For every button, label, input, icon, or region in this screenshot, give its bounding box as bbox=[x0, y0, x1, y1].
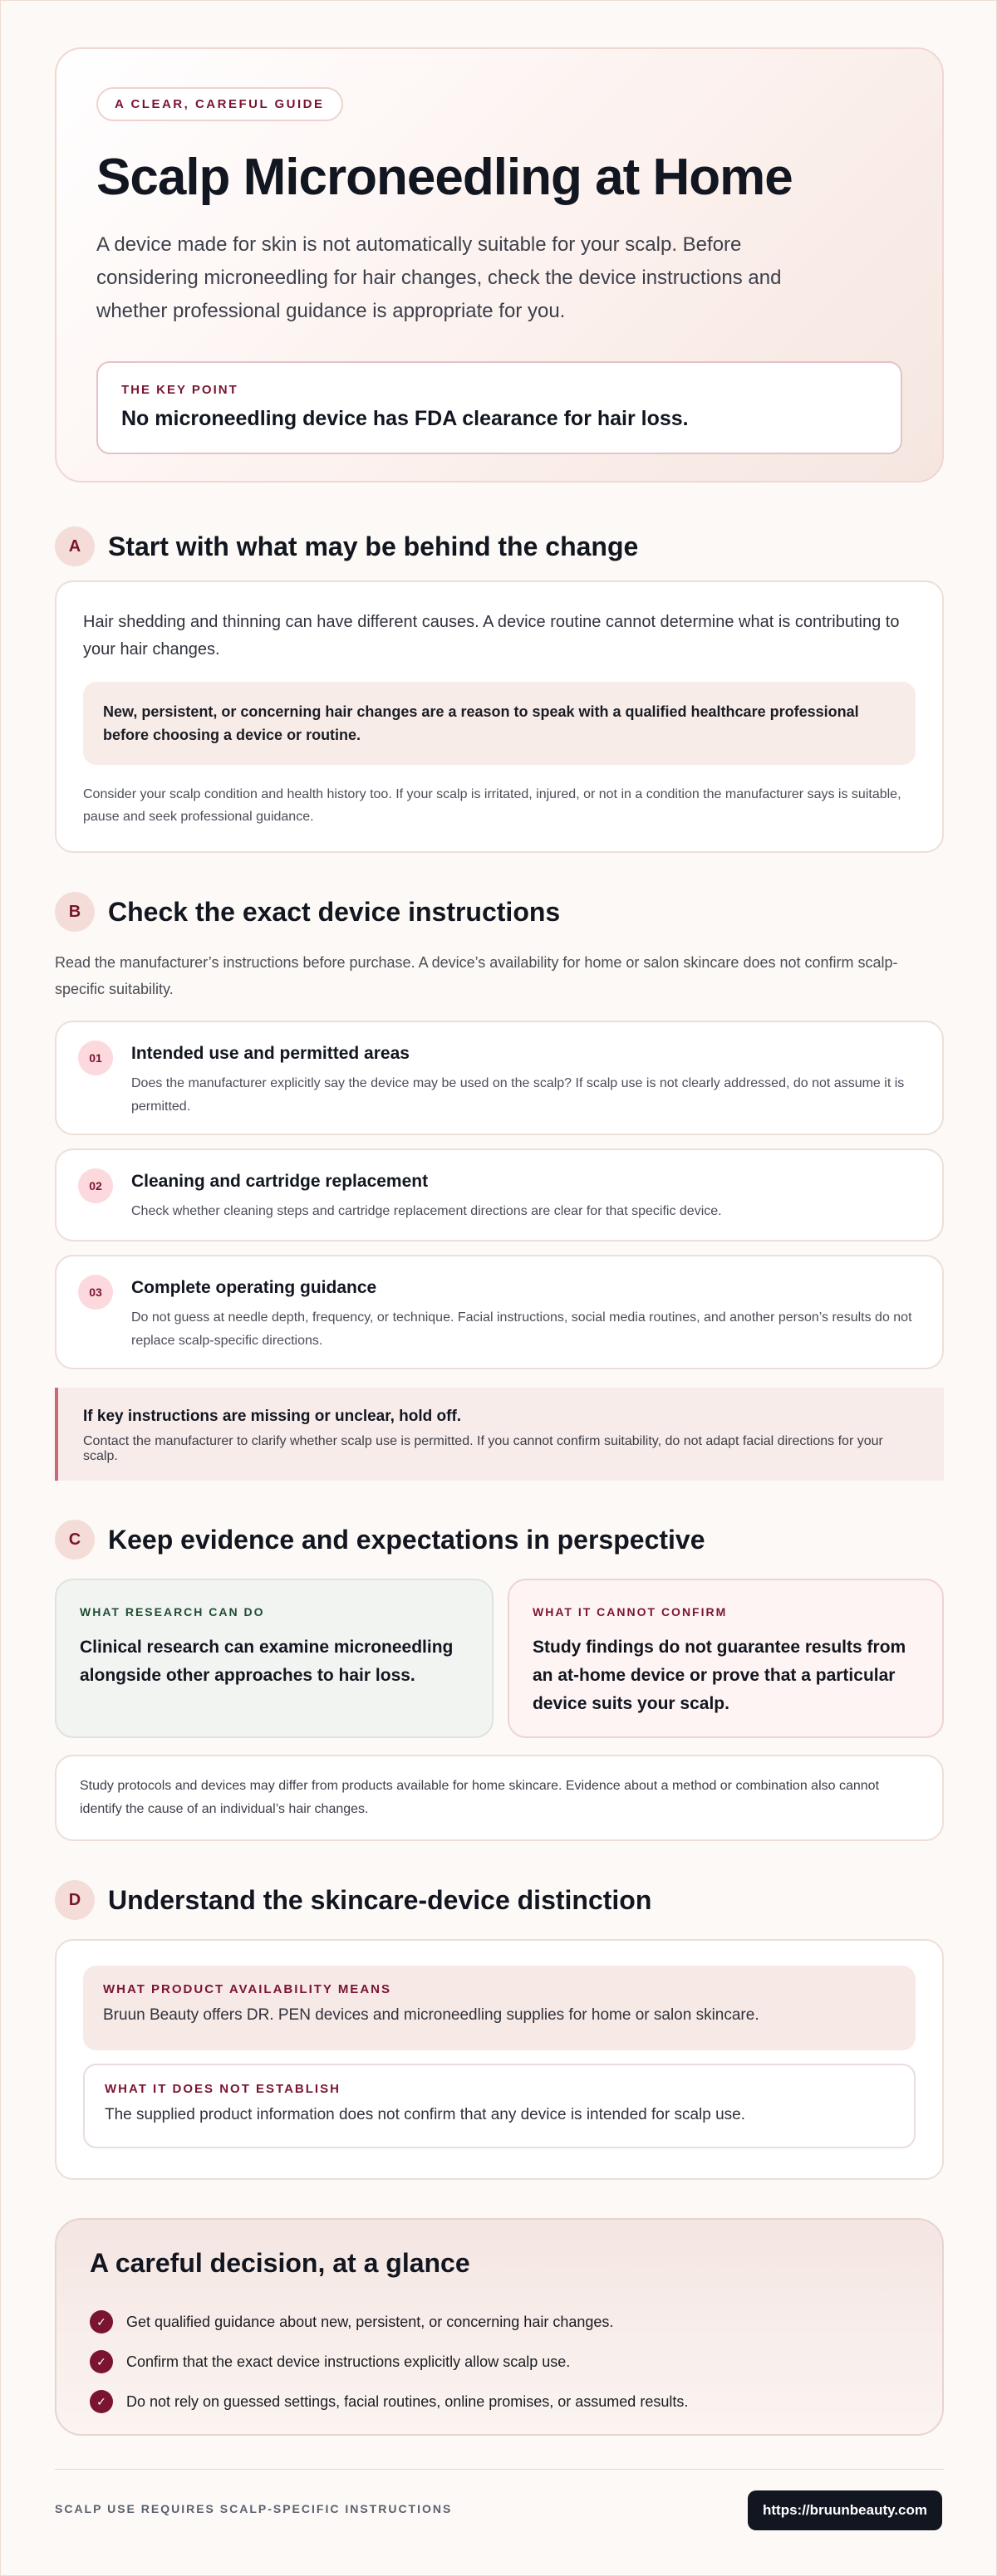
research-cannot-label: WHAT IT CANNOT CONFIRM bbox=[533, 1605, 728, 1619]
key-point-label: THE KEY POINT bbox=[121, 383, 238, 397]
step-description: Check whether cleaning steps and cartridge replacement directions are clear for that specific device. bbox=[131, 1204, 722, 1218]
section-b-intro: Read the manufacturer’s instructions before purchase. A device’s availability for home or salon skincare does not confirm scalp-specific suitability. bbox=[55, 954, 898, 997]
section-c-badge: C bbox=[55, 1520, 95, 1560]
section-a-note: Consider your scalp condition and health history too. If your scalp is irritated, injured, or not in a condition the manufacturer says is suitable, pause and seek professional guidance. bbox=[83, 787, 901, 824]
hero-card bbox=[55, 47, 944, 482]
step-description: Does the manufacturer explicitly say the device may be used on the scalp? If scalp use is not clearly addressed, do not assume it is permitted. bbox=[131, 1076, 905, 1114]
research-cannot-text: Study findings do not guarantee results from an at-home device or prove that a particular device suits your scalp. bbox=[533, 1638, 906, 1713]
check-icon: ✓ bbox=[90, 2390, 113, 2413]
availability-means-text: Bruun Beauty offers DR. PEN devices and microneedling supplies for home or salon skincare. bbox=[103, 2006, 759, 2024]
step-title: Cleaning and cartridge replacement bbox=[131, 1172, 429, 1191]
section-a-callout: New, persistent, or concerning hair changes are a reason to speak with a qualified healthcare professional before choosing a device or routine. bbox=[83, 682, 916, 765]
page-title: Scalp Microneedling at Home bbox=[96, 149, 793, 206]
list-item bbox=[90, 2302, 909, 2342]
section-b-header bbox=[55, 891, 560, 933]
warning-description: Contact the manufacturer to clarify whether scalp use is permitted. If you cannot confirm suitability, do not adapt facial directions for your scalp. bbox=[83, 1434, 883, 1463]
step-card-2 bbox=[55, 1148, 944, 1241]
step-number: 02 bbox=[78, 1168, 113, 1203]
section-d-title: Understand the skincare-device distinction bbox=[108, 1884, 652, 1915]
section-c-title: Keep evidence and expectations in perspective bbox=[108, 1524, 705, 1555]
hold-off-warning bbox=[55, 1388, 944, 1481]
checklist-text: Do not rely on guessed settings, facial routines, online promises, or assumed results. bbox=[126, 2392, 689, 2410]
step-number: 03 bbox=[78, 1275, 113, 1310]
list-item bbox=[90, 2382, 909, 2422]
evidence-note: Study protocols and devices may differ from products available for home skincare. Evidence about a method or combination also cannot identify the cause of an individual’s hair changes. bbox=[55, 1755, 944, 1841]
section-a-header bbox=[55, 526, 638, 567]
section-a-badge: A bbox=[55, 526, 95, 566]
section-d-badge: D bbox=[55, 1880, 95, 1920]
section-d-header bbox=[55, 1879, 651, 1921]
does-not-establish-text: The supplied product information does not confirm that any device is intended for scalp use. bbox=[105, 2106, 745, 2123]
eyebrow-pill: A CLEAR, CAREFUL GUIDE bbox=[96, 87, 343, 121]
section-a-card bbox=[55, 580, 944, 853]
research-can-text: Clinical research can examine microneedling alongside other approaches to hair loss. bbox=[80, 1638, 454, 1685]
section-b-title: Check the exact device instructions bbox=[108, 896, 561, 927]
check-icon: ✓ bbox=[90, 2350, 113, 2373]
summary-card bbox=[55, 2218, 944, 2436]
step-description: Do not guess at needle depth, frequency, or technique. Facial instructions, social media routines, and another person’s results do not replace scalp-specific directions. bbox=[131, 1310, 912, 1348]
hero-intro: A device made for skin is not automatically suitable for your scalp. Before considering microneedling for hair changes, check the device instructions and whether professional guidance is appropriate for you. bbox=[96, 233, 782, 322]
footer-label: SCALP USE REQUIRES SCALP-SPECIFIC INSTRUCTIONS bbox=[55, 2502, 453, 2515]
step-card-3 bbox=[55, 1255, 944, 1369]
summary-title: A careful decision, at a glance bbox=[90, 2248, 470, 2278]
website-link-button[interactable]: https://bruunbeauty.com bbox=[748, 2490, 942, 2530]
does-not-establish-label: WHAT IT DOES NOT ESTABLISH bbox=[105, 2082, 341, 2096]
warning-title: If key instructions are missing or unclear, hold off. bbox=[83, 1408, 462, 1425]
footer-divider bbox=[55, 2469, 944, 2470]
step-number: 01 bbox=[78, 1041, 113, 1075]
availability-means-box bbox=[83, 1966, 916, 2050]
section-a-lead: Hair shedding and thinning can have different causes. A device routine cannot determine what is contributing to your hair changes. bbox=[83, 613, 900, 659]
key-point-box bbox=[96, 361, 902, 454]
step-title: Intended use and permitted areas bbox=[131, 1044, 410, 1063]
availability-means-label: WHAT PRODUCT AVAILABILITY MEANS bbox=[103, 1982, 391, 1996]
research-can-card bbox=[55, 1579, 494, 1738]
section-c-header bbox=[55, 1519, 705, 1560]
check-icon: ✓ bbox=[90, 2310, 113, 2334]
does-not-establish-box bbox=[83, 2064, 916, 2148]
section-b-badge: B bbox=[55, 892, 95, 932]
research-can-label: WHAT RESEARCH CAN DO bbox=[80, 1605, 265, 1619]
section-d-card bbox=[55, 1939, 944, 2180]
section-a-title: Start with what may be behind the change bbox=[108, 531, 639, 561]
step-title: Complete operating guidance bbox=[131, 1278, 377, 1297]
step-card-1 bbox=[55, 1021, 944, 1135]
checklist-text: Confirm that the exact device instructions explicitly allow scalp use. bbox=[126, 2353, 571, 2370]
research-cannot-card bbox=[508, 1579, 944, 1738]
key-point-text: No microneedling device has FDA clearance for hair loss. bbox=[121, 407, 689, 430]
list-item bbox=[90, 2342, 909, 2382]
summary-checklist bbox=[90, 2302, 909, 2422]
checklist-text: Get qualified guidance about new, persistent, or concerning hair changes. bbox=[126, 2313, 614, 2330]
